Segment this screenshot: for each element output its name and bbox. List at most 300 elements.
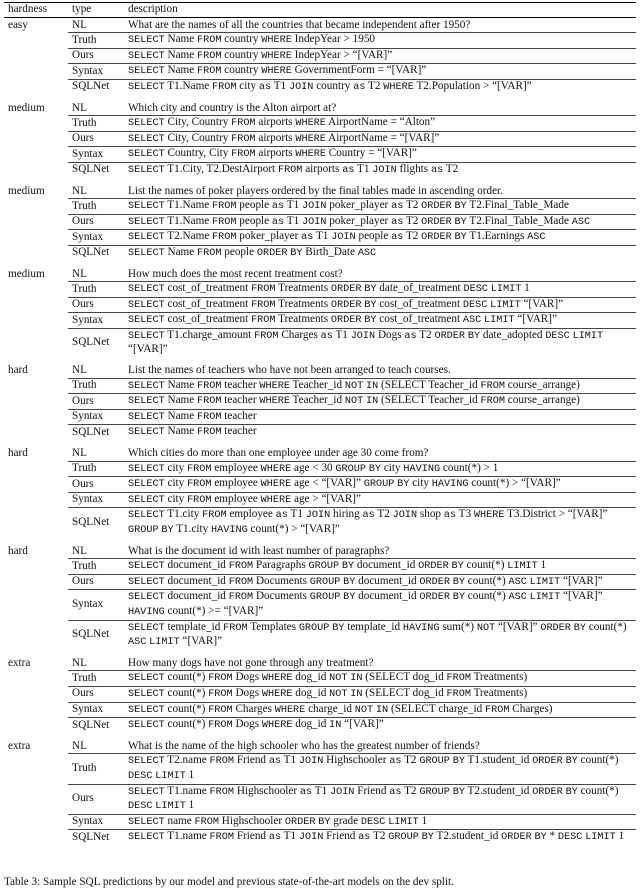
sql-keyword: ORDER xyxy=(418,561,449,573)
type-cell: SQLNet xyxy=(72,80,110,93)
sql-keyword: SELECT xyxy=(128,50,165,62)
sql-keyword: LIMIT xyxy=(529,592,561,604)
sql-keyword: JOIN xyxy=(392,510,418,522)
sql-keyword: SELECT xyxy=(128,66,165,78)
sql-keyword: BY xyxy=(452,592,465,604)
sql-keyword: FROM xyxy=(231,118,256,130)
sql-keyword: BY xyxy=(332,622,345,634)
sql-keyword: SELECT xyxy=(128,330,165,342)
type-cell: Syntax xyxy=(68,702,124,718)
sql-keyword: JOIN xyxy=(298,832,324,844)
example-group xyxy=(4,267,636,358)
table-row xyxy=(4,48,636,64)
sql-query-cell: SELECT count(*) FROM Dogs WHERE dog_id NOT IN (SELECT dog_id FROM Treatments) xyxy=(124,671,636,687)
sql-keyword: IN xyxy=(366,396,379,408)
table-row xyxy=(4,754,636,784)
sql-keyword: as xyxy=(362,510,375,522)
table-row xyxy=(4,230,636,246)
table-row xyxy=(4,17,636,33)
sql-keyword: as xyxy=(268,832,282,844)
sql-keyword: SELECT xyxy=(128,315,165,327)
hardness-cell: extra xyxy=(8,739,31,752)
sql-keyword: BY xyxy=(565,786,578,798)
sql-keyword: BY xyxy=(364,284,377,296)
sql-keyword: FROM xyxy=(446,673,471,685)
sql-keyword: as xyxy=(271,216,285,228)
sql-keyword: JOIN xyxy=(329,786,355,798)
sql-keyword: SELECT xyxy=(128,216,165,228)
sql-keyword: WHERE xyxy=(259,380,290,392)
table-row xyxy=(4,461,636,477)
sql-keyword: BY xyxy=(341,561,355,573)
sql-query-cell: SELECT Name FROM country WHERE IndepYear > “[VAR]” xyxy=(124,48,636,64)
sql-keyword: WHERE xyxy=(295,118,326,130)
sql-query-cell: SELECT cost_of_treatment FROM Treatments ORDER BY cost_of_treatment ASC LIMIT “[VAR]” xyxy=(124,313,636,329)
table-row xyxy=(4,739,636,754)
sql-keyword: FROM xyxy=(231,133,256,145)
sql-keyword: JOIN xyxy=(288,81,314,93)
type-cell: SQLNet xyxy=(72,628,110,641)
sql-keyword: JOIN xyxy=(372,164,397,176)
type-cell: Ours xyxy=(68,784,124,814)
sql-keyword: BY xyxy=(343,576,356,588)
sql-keyword: GROUP xyxy=(419,786,450,798)
sql-keyword: FROM xyxy=(223,622,248,634)
sql-keyword: as xyxy=(358,832,371,844)
type-cell: SQLNet xyxy=(72,246,110,259)
table-row xyxy=(4,245,636,260)
hardness-cell: medium xyxy=(8,267,45,280)
sql-keyword: ORDER xyxy=(330,315,362,327)
sql-keyword: ASC xyxy=(508,576,527,588)
sql-keyword: as xyxy=(391,232,404,244)
sql-keyword: FROM xyxy=(208,704,233,716)
table-row xyxy=(4,814,636,830)
sql-keyword: BY xyxy=(161,525,174,536)
sql-keyword: as xyxy=(271,201,285,213)
table-row xyxy=(4,686,636,702)
type-cell: NL xyxy=(68,446,124,461)
sql-keyword: HAVING xyxy=(403,463,441,475)
table-row xyxy=(4,101,636,116)
table-row xyxy=(4,313,636,329)
sql-keyword: NOT xyxy=(329,688,348,700)
sql-query-cell: SELECT count(*) FROM Charges WHERE charge_id NOT IN (SELECT charge_id FROM Charges) xyxy=(124,702,636,718)
sql-keyword: GROUP xyxy=(363,479,395,491)
sql-query-cell: SELECT T2.name FROM Friend as T1 JOIN Highschooler as T2 GROUP BY T1.student_id ORDER BY count(*) DESC LIMIT 1 xyxy=(124,754,636,784)
sql-query-cell: SELECT city FROM employee WHERE age > “[VAR]” xyxy=(124,492,636,508)
table-row xyxy=(4,718,636,733)
type-cell: Syntax xyxy=(68,230,124,246)
sql-keyword: ASC xyxy=(508,592,527,604)
sql-keyword: SELECT xyxy=(128,299,165,311)
table-row xyxy=(4,147,636,163)
sql-keyword: SELECT xyxy=(128,576,165,588)
sql-keyword: BY xyxy=(364,299,377,311)
sql-keyword: NOT xyxy=(344,380,364,392)
sql-keyword: FROM xyxy=(228,592,254,604)
table-row xyxy=(4,492,636,508)
sql-keyword: FROM xyxy=(202,510,227,522)
sql-keyword: FROM xyxy=(197,66,222,78)
sql-keyword: BY xyxy=(454,216,467,228)
sql-keyword: WHERE xyxy=(473,510,505,522)
sql-keyword: SELECT xyxy=(128,673,165,685)
table-row xyxy=(4,425,636,440)
sql-keyword: SELECT xyxy=(128,494,165,506)
sql-keyword: SELECT xyxy=(128,247,165,259)
table-row xyxy=(4,544,636,559)
sql-keyword: SELECT xyxy=(128,832,165,844)
sql-keyword: SELECT xyxy=(128,561,165,573)
sql-keyword: FROM xyxy=(251,284,276,296)
type-cell: NL xyxy=(68,101,124,116)
type-cell: SQLNet xyxy=(72,718,110,731)
sql-keyword: as xyxy=(443,510,457,522)
sql-keyword: JOIN xyxy=(331,232,356,244)
sql-query-cell: SELECT T1.Name FROM city as T1 JOIN country as T2 WHERE T2.Population > “[VAR]” xyxy=(128,79,532,93)
example-group xyxy=(4,101,636,178)
type-cell: Truth xyxy=(68,33,124,49)
sql-query-cell: SELECT name FROM Highschooler ORDER BY grade DESC LIMIT 1 xyxy=(124,814,636,830)
sql-keyword: SELECT xyxy=(128,149,165,161)
table-row xyxy=(4,131,636,147)
sql-query-cell: SELECT count(*) FROM Dogs WHERE dog_id IN “[VAR]” xyxy=(128,718,384,732)
sql-keyword: WHERE xyxy=(261,673,293,685)
sql-keyword: GROUP xyxy=(128,525,159,536)
example-group xyxy=(4,17,636,94)
sql-keyword: SELECT xyxy=(128,786,165,798)
sql-keyword: as xyxy=(404,330,417,342)
sql-keyword: IN xyxy=(366,380,379,392)
type-cell: Truth xyxy=(68,282,124,298)
sql-keyword: SELECT xyxy=(128,816,165,828)
example-group xyxy=(4,184,636,261)
type-cell: SQLNet xyxy=(72,425,110,438)
sql-keyword: ORDER xyxy=(434,330,466,342)
table-row xyxy=(4,162,636,177)
table-row xyxy=(4,656,636,671)
sql-keyword: FROM xyxy=(197,247,222,259)
question-cell: Which cities do more than one employee under age 30 come from? xyxy=(124,446,636,461)
sql-keyword: GROUP xyxy=(419,756,450,768)
sql-keyword: FROM xyxy=(485,704,510,716)
example-group xyxy=(4,446,636,538)
table-row xyxy=(4,267,636,282)
type-cell: NL xyxy=(68,544,124,559)
sql-keyword: SELECT xyxy=(128,756,165,768)
sql-keyword: FROM xyxy=(197,427,222,439)
table-row xyxy=(4,574,636,590)
sql-keyword: DESC xyxy=(463,284,488,296)
question-cell: How many dogs have not gone through any treatment? xyxy=(124,656,636,671)
sql-keyword: SELECT xyxy=(128,411,165,423)
header-type: type xyxy=(68,3,124,18)
sql-query-cell: SELECT Name FROM teacher WHERE Teacher_id NOT IN (SELECT Teacher_id FROM course_arrange) xyxy=(124,378,636,394)
sql-keyword: NOT xyxy=(354,704,374,716)
sql-keyword: as xyxy=(320,330,333,342)
sql-query-cell: SELECT Country, City FROM airports WHERE Country = “[VAR]” xyxy=(124,147,636,163)
table-row xyxy=(4,64,636,80)
header-description: description xyxy=(124,3,636,18)
sql-keyword: SELECT xyxy=(128,284,165,296)
sql-keyword: LIMIT xyxy=(490,284,522,296)
sql-keyword: as xyxy=(275,510,288,522)
sql-keyword: LIMIT xyxy=(529,576,561,588)
sql-keyword: LIMIT xyxy=(388,816,419,828)
sql-query-cell: SELECT city FROM employee WHERE age < 30 GROUP BY city HAVING count(*) > 1 xyxy=(124,461,636,477)
sql-keyword: LIMIT xyxy=(155,801,186,813)
type-cell: NL xyxy=(68,656,124,671)
sql-keyword: SELECT xyxy=(128,380,165,392)
sql-keyword: DESC xyxy=(462,299,488,311)
sql-keyword: WHERE xyxy=(260,479,292,491)
sql-keyword: FROM xyxy=(251,299,276,311)
hardness-cell: hard xyxy=(8,544,28,557)
type-cell: Truth xyxy=(68,116,124,132)
sql-query-cell: SELECT cost_of_treatment FROM Treatments ORDER BY date_of_treatment DESC LIMIT 1 xyxy=(124,282,636,298)
sql-keyword: WHERE xyxy=(261,35,292,47)
sql-query-cell: SELECT Name FROM people ORDER BY Birth_Date ASC xyxy=(128,245,377,259)
sql-keyword: ORDER xyxy=(421,216,452,228)
sql-keyword: WHERE xyxy=(295,149,326,161)
sql-keyword: FROM xyxy=(208,720,233,732)
sql-keyword: LIMIT xyxy=(155,770,186,782)
question-cell: List the names of teachers who have not been arranged to teach courses. xyxy=(124,363,636,378)
sql-keyword: WHERE xyxy=(261,720,293,732)
sql-keyword: as xyxy=(391,216,404,228)
table-row xyxy=(4,33,636,49)
type-cell: Ours xyxy=(68,394,124,410)
sql-keyword: ORDER xyxy=(421,201,452,213)
sql-keyword: SELECT xyxy=(128,133,165,145)
question-cell: What are the names of all the countries that became independent after 1950? xyxy=(124,17,636,33)
sql-keyword: JOIN xyxy=(350,330,376,342)
sql-keyword: ORDER xyxy=(330,284,362,296)
table-row xyxy=(4,477,636,493)
sql-keyword: FROM xyxy=(197,396,222,408)
sql-keyword: WHERE xyxy=(261,66,292,78)
type-cell: Truth xyxy=(68,461,124,477)
sql-keyword: WHERE xyxy=(261,50,292,62)
sql-keyword: as xyxy=(430,164,444,176)
table-row xyxy=(4,363,636,378)
example-group xyxy=(4,739,636,845)
type-cell: Syntax xyxy=(68,814,124,830)
type-cell: Syntax xyxy=(68,64,124,80)
table-header xyxy=(4,3,636,18)
type-cell: Ours xyxy=(68,297,124,313)
sql-keyword: BY xyxy=(452,576,465,588)
sql-keyword: FROM xyxy=(209,786,235,798)
sql-keyword: as xyxy=(299,786,313,798)
sql-query-cell: SELECT T1.name FROM Friend as T1 JOIN Friend as T2 GROUP BY T2.student_id ORDER BY * DESC LIMIT 1 xyxy=(128,830,625,844)
sql-keyword: FROM xyxy=(228,576,254,588)
example-group xyxy=(4,656,636,733)
sql-keyword: ORDER xyxy=(330,299,362,311)
sql-keyword: BY xyxy=(534,832,547,844)
type-cell: Syntax xyxy=(68,147,124,163)
type-cell: NL xyxy=(68,17,124,33)
sql-keyword: BY xyxy=(452,756,465,768)
sql-keyword: GROUP xyxy=(308,561,340,573)
sql-keyword: SELECT xyxy=(128,35,165,47)
sql-keyword: as xyxy=(389,756,402,768)
question-cell: Which city and country is the Alton airport at? xyxy=(124,101,636,116)
sql-keyword: WHERE xyxy=(260,463,292,475)
table-row xyxy=(4,297,636,313)
sql-keyword: FROM xyxy=(208,688,233,700)
sql-keyword: ORDER xyxy=(421,232,452,244)
table-row xyxy=(4,214,636,230)
hardness-cell: easy xyxy=(8,18,28,31)
sql-keyword: HAVING xyxy=(402,622,440,634)
sql-keyword: ORDER xyxy=(540,622,571,634)
table-row xyxy=(4,671,636,687)
sql-keyword: BY xyxy=(368,463,382,475)
sql-keyword: GROUP xyxy=(388,832,419,844)
type-cell: Ours xyxy=(68,686,124,702)
sql-keyword: JOIN xyxy=(305,510,331,522)
sql-keyword: WHERE xyxy=(295,133,326,145)
sql-keyword: BY xyxy=(318,816,331,828)
sql-keyword: FROM xyxy=(197,380,222,392)
sql-keyword: IN xyxy=(350,688,363,700)
sql-keyword: as xyxy=(391,201,404,213)
type-cell: Ours xyxy=(68,214,124,230)
type-cell: NL xyxy=(68,267,124,282)
sql-keyword: WHERE xyxy=(260,494,292,506)
type-cell: Ours xyxy=(68,477,124,493)
sql-keyword: as xyxy=(342,164,355,176)
type-cell: Truth xyxy=(68,559,124,575)
table-row xyxy=(4,184,636,199)
sql-keyword: FROM xyxy=(212,232,237,244)
sql-keyword: LIMIT xyxy=(572,330,604,342)
table-row xyxy=(4,282,636,298)
hardness-cell: extra xyxy=(8,656,31,669)
table-row xyxy=(4,79,636,94)
type-cell: SQLNet xyxy=(72,516,110,529)
sql-keyword: FROM xyxy=(197,411,222,423)
sql-keyword: LIMIT xyxy=(490,299,521,311)
sql-keyword: BY xyxy=(343,592,356,604)
header-hardness: hardness xyxy=(4,3,68,18)
sql-query-cell: SELECT city FROM employee WHERE age < “[VAR]” GROUP BY city HAVING count(*) > “[VAR]” xyxy=(124,477,636,493)
sql-keyword: LIMIT xyxy=(585,832,616,844)
table-row xyxy=(4,620,636,650)
table-row xyxy=(4,590,636,620)
sql-keyword: FROM xyxy=(197,35,222,47)
sql-keyword: SELECT xyxy=(128,232,165,244)
sql-query-cell: SELECT Name FROM teacher WHERE Teacher_id NOT IN (SELECT Teacher_id FROM course_arrange) xyxy=(124,394,636,410)
sql-keyword: WHERE xyxy=(261,688,293,700)
question-cell: What is the name of the high schooler who has the greatest number of friends? xyxy=(124,739,636,754)
sql-keyword: HAVING xyxy=(431,479,469,491)
sql-keyword: FROM xyxy=(231,149,256,161)
sql-keyword: SELECT xyxy=(128,592,165,604)
sql-predictions-table xyxy=(4,2,636,845)
sql-keyword: SELECT xyxy=(128,720,165,732)
sql-keyword: BY xyxy=(467,330,481,342)
sql-query-cell: SELECT T1.name FROM Highschooler as T1 JOIN Friend as T2 GROUP BY T2.student_id ORDER BY count(*) DESC LIMIT 1 xyxy=(124,784,636,814)
sql-keyword: DESC xyxy=(128,801,153,813)
sql-query-cell: SELECT T1.city FROM employee as T1 JOIN hiring as T2 JOIN shop as T3 WHERE T3.District > “[VAR]” GROUP BY T1.city HAVING count(*) > “[VAR]” xyxy=(128,508,608,536)
sql-keyword: ASC xyxy=(527,232,546,244)
sql-keyword: LIMIT xyxy=(149,637,180,649)
table-caption: Table 3: Sample SQL predictions by our model and previous state-of-the-art models on the dev split. xyxy=(4,876,454,888)
sql-keyword: SELECT xyxy=(128,201,165,213)
sql-keyword: GROUP xyxy=(309,576,341,588)
sql-keyword: HAVING xyxy=(128,606,165,618)
sql-keyword: as xyxy=(301,232,314,244)
sql-keyword: BY xyxy=(451,561,464,573)
sql-keyword: FROM xyxy=(212,81,237,93)
table-row xyxy=(4,378,636,394)
sql-keyword: SELECT xyxy=(128,622,165,634)
sql-keyword: FROM xyxy=(228,561,254,573)
sql-keyword: as xyxy=(353,81,366,93)
question-cell: How much does the most recent treatment cost? xyxy=(124,267,636,282)
question-cell: List the names of poker players ordered by the final tables made in ascending order. xyxy=(124,184,636,199)
type-cell: NL xyxy=(68,363,124,378)
example-group xyxy=(4,363,636,440)
sql-keyword: SELECT xyxy=(128,463,165,475)
sql-keyword: ORDER xyxy=(532,756,563,768)
sql-keyword: BY xyxy=(573,622,586,634)
type-cell: Truth xyxy=(68,378,124,394)
sql-keyword: ASC xyxy=(462,315,482,327)
sql-keyword: ORDER xyxy=(284,816,316,828)
sql-keyword: FROM xyxy=(480,380,505,392)
sql-keyword: JOIN xyxy=(302,216,327,228)
question-cell: What is the document id with least number of paragraphs? xyxy=(124,544,636,559)
sql-keyword: DESC xyxy=(128,770,153,782)
sql-keyword: FROM xyxy=(187,463,212,475)
table-row xyxy=(4,830,636,845)
sql-keyword: BY xyxy=(454,201,467,213)
type-cell: SQLNet xyxy=(72,336,110,349)
table-row xyxy=(4,784,636,814)
sql-keyword: SELECT xyxy=(128,479,165,491)
sql-query-cell: SELECT City, Country FROM airports WHERE AirportName = “[VAR]” xyxy=(124,131,636,147)
sql-query-cell: SELECT count(*) FROM Dogs WHERE dog_id NOT IN (SELECT dog_id FROM Treatments) xyxy=(124,686,636,702)
sql-keyword: SELECT xyxy=(128,164,165,176)
sql-keyword: FROM xyxy=(208,673,233,685)
sql-keyword: SELECT xyxy=(128,704,165,716)
sql-keyword: HAVING xyxy=(211,525,248,536)
header-row xyxy=(4,3,636,18)
sql-keyword: BY xyxy=(364,315,377,327)
sql-keyword: ORDER xyxy=(532,786,563,798)
sql-keyword: SELECT xyxy=(128,427,165,439)
sql-keyword: FROM xyxy=(212,216,237,228)
type-cell: Syntax xyxy=(68,409,124,425)
sql-query-cell: SELECT T1.Name FROM people as T1 JOIN poker_player as T2 ORDER BY T2.Final_Table_Made xyxy=(124,199,636,215)
sql-keyword: GROUP xyxy=(309,592,341,604)
sql-query-cell: SELECT Name FROM teacher xyxy=(128,425,257,439)
sql-keyword: JOIN xyxy=(302,201,327,213)
hardness-cell: hard xyxy=(8,447,28,460)
sql-keyword: NOT xyxy=(329,673,348,685)
sql-query-cell: SELECT template_id FROM Templates GROUP BY template_id HAVING sum(*) NOT “[VAR]” ORDER BY count(*) ASC LIMIT “[VAR]” xyxy=(128,620,627,649)
sql-keyword: BY xyxy=(452,786,465,798)
sql-query-cell: SELECT document_id FROM Paragraphs GROUP BY document_id ORDER BY count(*) LIMIT 1 xyxy=(124,559,636,575)
sql-keyword: DESC xyxy=(545,330,570,342)
sql-query-cell: SELECT Name FROM teacher xyxy=(124,409,636,425)
type-cell: SQLNet xyxy=(72,830,110,843)
sql-keyword: SELECT xyxy=(128,510,165,522)
